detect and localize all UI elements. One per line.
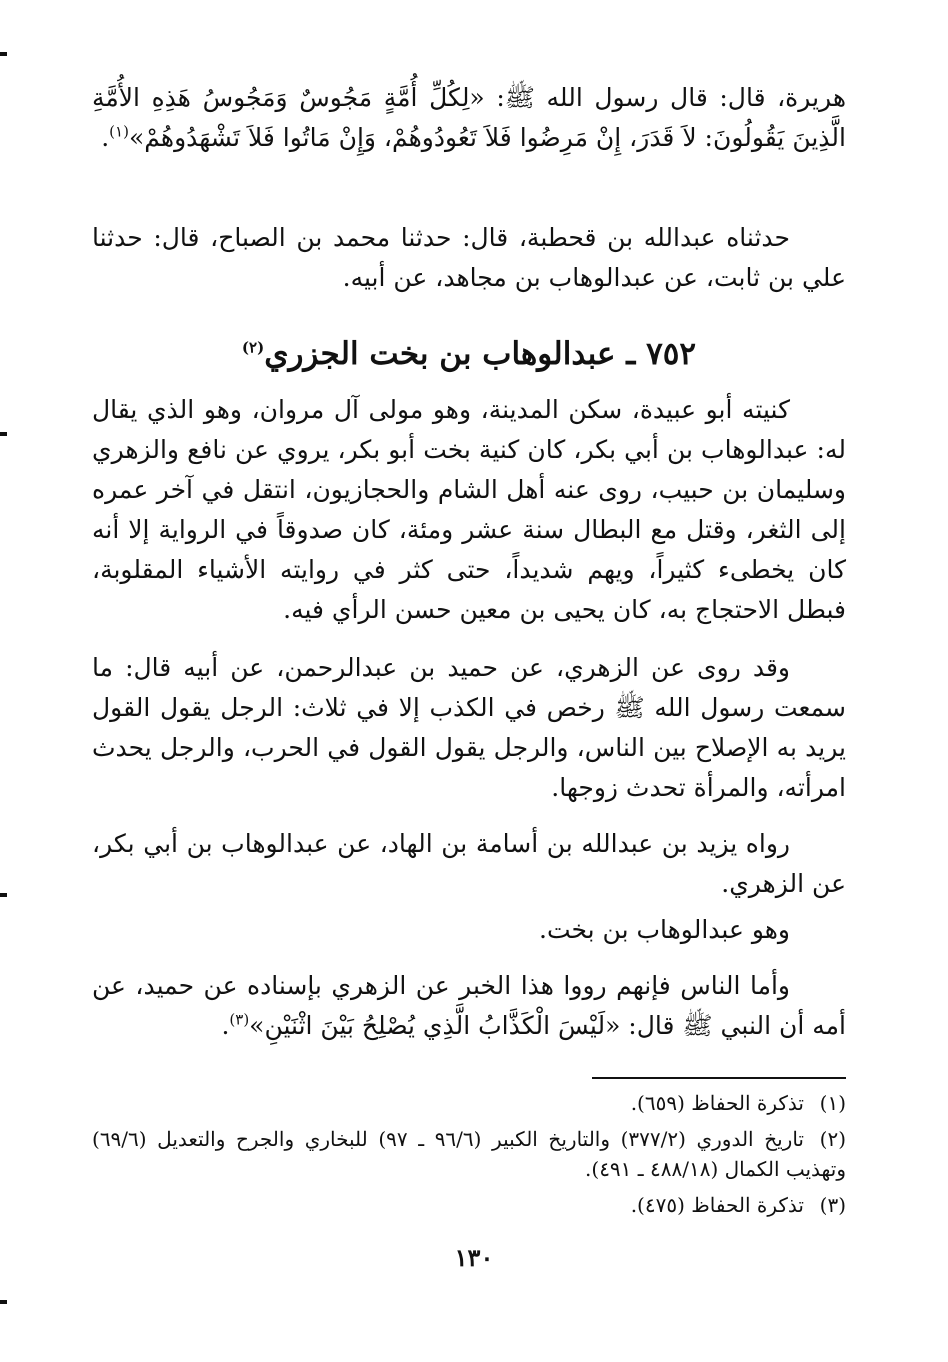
footnote-divider: [592, 1077, 846, 1079]
footnote-number: (١): [819, 1091, 846, 1115]
footnote-text: تذكرة الحفاظ (٦٥٩).: [630, 1091, 804, 1115]
biography-paragraph: كنيته أبو عبيدة، سكن المدينة، وهو مولى آل مروان، وهو الذي يقال له: عبدالوهاب بن أبي بكر، كان كنية بخت أبو بكر، يروي عن نافع والزهري وسليمان بن حبيب، روى عنه أهل الشام والحجازيون، انتقل في آخر عمره إلى الثغر، وقتل مع البطال سنة عشر ومئة، كان صدوقاً في الرواية إلا أنه كان يخطىء كثيراً، ويهم شديداً، حتى كثر في روايته الأشياء المقلوبة، فبطل الاحتجاج به، كان يحيى بن معين حسن الرأي فيه.: [92, 395, 846, 624]
hadith-text: هريرة، قال: قال رسول الله ﷺ: «لِكُلِّ أُمَّةٍ مَجُوسٌ وَمَجُوسُ هَذِهِ الأُمَّةِ الَّذِينَ يَقُولُونَ: لاَ قَدَرَ، إِنْ مَرِضُوا فَلاَ تَعُودُوهُمْ، وَإِنْ مَاتُوا فَلاَ تَشْهَدُوهُمْ»: [92, 83, 846, 152]
footnote-text: تذكرة الحفاظ (٤٧٥).: [630, 1193, 804, 1217]
scan-edge-mark: [0, 893, 7, 897]
footnote-number: (٣): [819, 1193, 846, 1217]
isnad-paragraph: حدثناه عبدالله بن قحطبة، قال: حدثنا محمد بن الصباح، قال: حدثنا علي بن ثابت، عن عبدالوهاب بن مجاهد، عن أبيه.: [92, 223, 846, 292]
footnote-3: [92, 1190, 846, 1220]
footnote-1: [92, 1088, 846, 1118]
closing-text: وأما الناس فإنهم رووا هذا الخبر عن الزهري بإسناده عن حميد، عن أمه أن النبي ﷺ قال: «لَيْسَ الْكَذَّابُ الَّذِي يُصْلِحُ بَيْنَ اثْنَيْنِ»: [92, 971, 846, 1040]
footnote-ref-2: (٢): [241, 338, 265, 357]
scan-edge-mark: [0, 1300, 7, 1304]
scan-edge-mark: [0, 52, 7, 56]
hadith-paragraph: هريرة، قال: قال رسول الله ﷺ: «لِكُلِّ أُمَّةٍ مَجُوسٌ وَمَجُوسُ هَذِهِ الأُمَّةِ الَّذِينَ يَقُولُونَ: لاَ قَدَرَ، إِنْ مَرِضُوا فَلاَ تَعُودُوهُمْ، وَإِنْ مَاتُوا فَلاَ تَشْهَدُوهُمْ»$^{(١)}$.: [92, 83, 846, 152]
footnote-ref-3: (٣): [229, 1010, 250, 1029]
identity-paragraph: وهو عبدالوهاب بن بخت.: [539, 915, 790, 944]
entry-title: ٧٥٢ ـ عبدالوهاب بن بخت الجزري: [264, 336, 697, 372]
footnote-2: [92, 1124, 846, 1184]
footnote-ref-1: (١): [109, 122, 129, 141]
entry-heading: [92, 330, 846, 378]
closing-paragraph: وأما الناس فإنهم رووا هذا الخبر عن الزهري بإسناده عن حميد، عن أمه أن النبي ﷺ قال: «لَيْسَ الْكَذَّابُ الَّذِي يُصْلِحُ بَيْنَ اثْنَيْنِ»$^{(٣)}$.: [92, 971, 846, 1040]
footnote-text: تاريخ الدوري (٣٧٧/٢) والتاريخ الكبير (٩٦/٦ ـ ٩٧) للبخاري والجرح والتعديل (٦٩/٦) وتهذيب الكمال (٤٨٨/١٨ ـ ٤٩١).: [92, 1127, 846, 1181]
transmission-paragraph: رواه يزيد بن عبدالله بن أسامة بن الهاد، عن عبدالوهاب بن أبي بكر، عن الزهري.: [92, 829, 846, 898]
page-number: ١٣٠: [454, 1243, 494, 1272]
narration-paragraph: وقد روى عن الزهري، عن حميد بن عبدالرحمن، عن أبيه قال: ما سمعت رسول الله ﷺ رخص في الكذب إلا في ثلاث: الرجل يقول القول يريد به الإصلاح بين الناس، والرجل يقول القول في الحرب، والرجل يحدث امرأته، والمرأة تحدث زوجها.: [92, 653, 846, 802]
footnote-number: (٢): [819, 1127, 846, 1151]
scan-edge-mark: [0, 432, 7, 436]
